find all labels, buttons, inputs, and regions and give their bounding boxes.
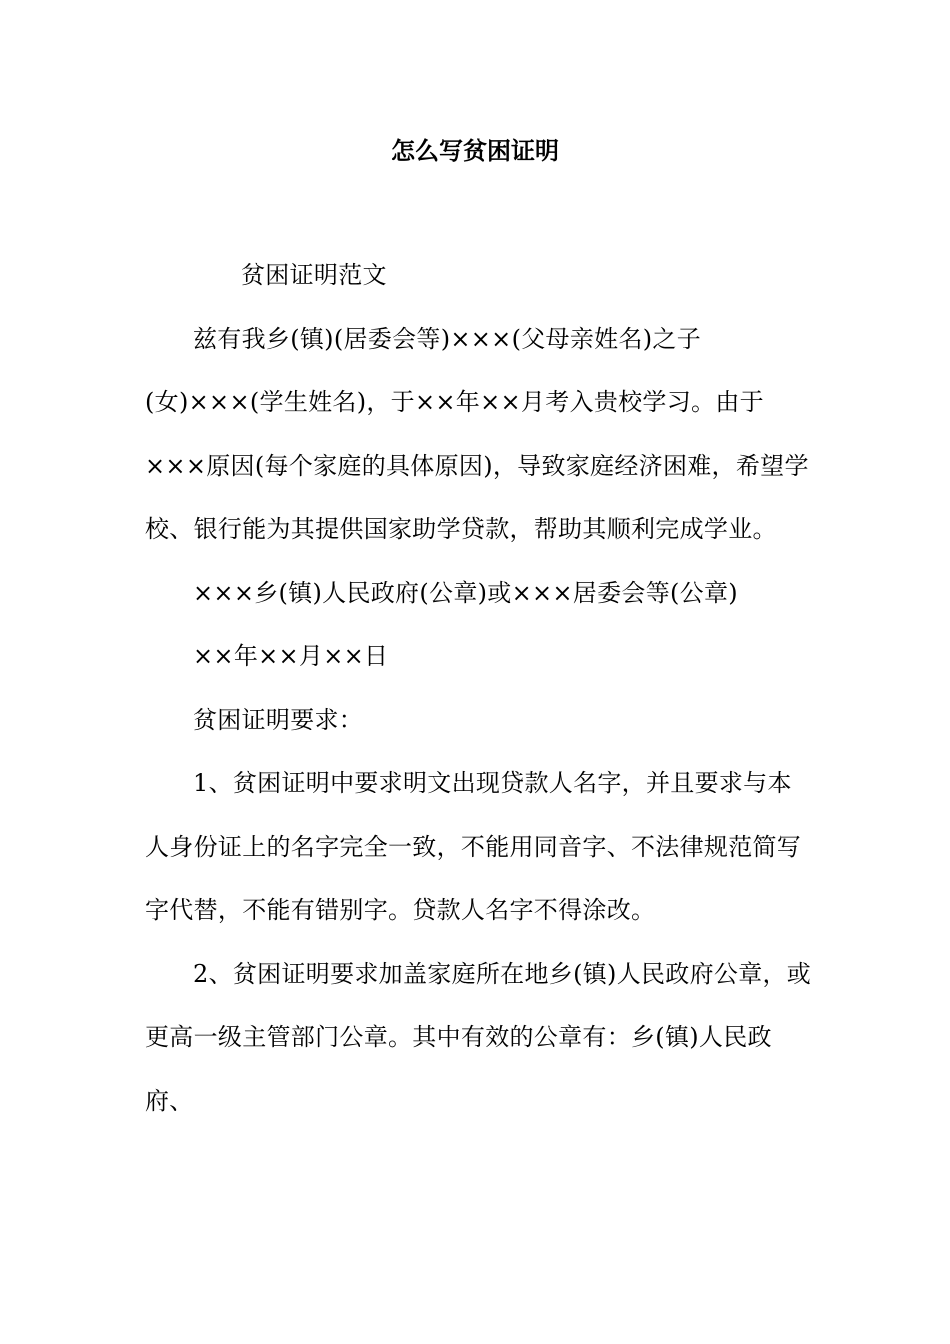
paragraph-requirement-2: 2、贫困证明要求加盖家庭所在地乡(镇)人民政府公章，或更高一级主管部门公章。其中有效的公章有：乡(镇)人民政府、 [145,959,812,1115]
section-heading-requirements: 贫困证明要求： [193,705,364,734]
section-heading-sample: 贫困证明范文 [241,261,387,289]
paragraph-requirement-1: 1、贫困证明中要求明文出现贷款人名字，并且要求与本人身份证上的名字完全一致，不能用同音字、不法律规范简写字代替，不能有错别字。贷款人名字不得涂改。 [145,769,802,924]
document-body [145,244,815,1133]
paragraph-seal-line: ×××乡(镇)人民政府(公章)或×××居委会等(公章) [193,578,738,607]
paragraph-certificate-text: 兹有我乡(镇)(居委会等)×××(父母亲姓名)之子(女)×××(学生姓名)，于××年××月考入贵校学习。由于×××原因(每个家庭的具体原因)，导致家庭经济困难，希望学校、银行能为其提供国家助学贷款，帮助其顺利完成学业。 [145,324,809,543]
document-title: 怎么写贫困证明 [391,136,559,165]
paragraph-date-line: ××年××月××日 [193,642,389,670]
